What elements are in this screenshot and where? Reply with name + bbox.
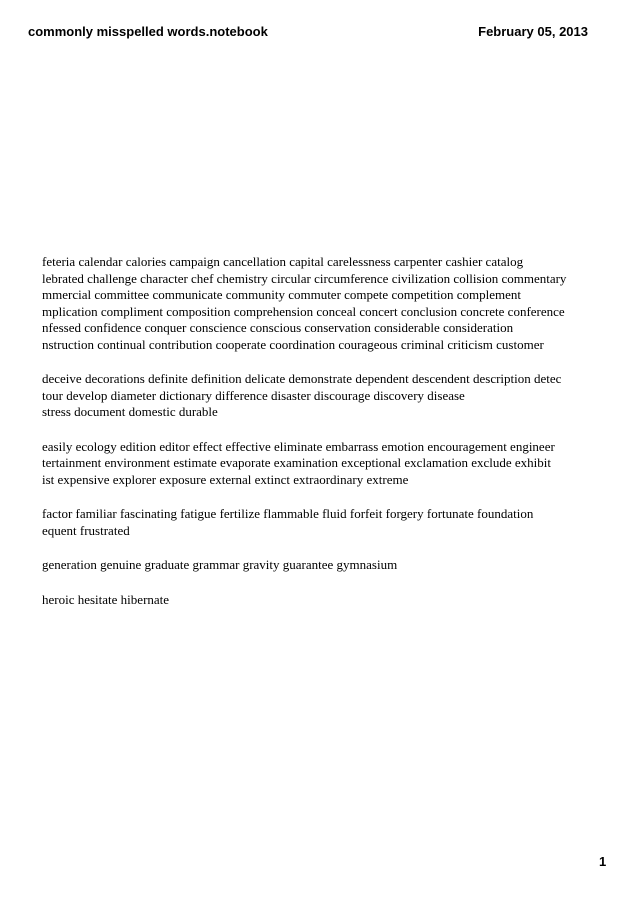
word-list (42, 254, 588, 626)
word-line: feteria calendar calories campaign cancellation capital carelessness carpenter cashier catalog (42, 254, 524, 269)
word-line: stress document domestic durable (42, 404, 218, 419)
word-group-g (42, 557, 588, 574)
word-group-e (42, 439, 588, 489)
word-group-f (42, 506, 588, 539)
word-line: generation genuine graduate grammar gravity guarantee gymnasium (42, 557, 398, 572)
page-number: 1 (599, 854, 607, 869)
word-line: lebrated challenge character chef chemistry circular circumference civilization collision commentary (42, 270, 567, 286)
word-line: mmercial committee communicate community commuter compete competition complement (42, 287, 522, 302)
word-line: ist expensive explorer exposure external extinct extraordinary extreme (42, 471, 409, 487)
word-line: mplication compliment composition comprehension conceal concert conclusion concrete conference (42, 303, 565, 319)
word-group-h (42, 592, 588, 609)
word-line: factor familiar fascinating fatigue fertilize flammable fluid forfeit forgery fortunate foundation (42, 506, 534, 521)
word-line: equent frustrated (42, 522, 130, 538)
word-line: tour develop diameter dictionary difference disaster discourage discovery disease (42, 387, 465, 403)
word-group-d (42, 371, 588, 421)
word-line: nstruction continual contribution cooperate coordination courageous criminal criticism customer (42, 336, 544, 352)
word-line: tertainment environment estimate evaporate examination exceptional exclamation exclude exhibit (42, 455, 551, 470)
document-title: commonly misspelled words.notebook (28, 24, 268, 39)
word-group-c (42, 254, 588, 353)
word-line: nfessed confidence conquer conscience conscious conservation considerable consideration (42, 320, 514, 335)
document-date: February 05, 2013 (478, 24, 588, 39)
word-line: deceive decorations definite definition delicate demonstrate dependent descendent description detec (42, 371, 562, 386)
word-line: heroic hesitate hibernate (42, 591, 170, 607)
word-line: easily ecology edition editor effect effective eliminate embarrass emotion encouragement engineer (42, 438, 555, 454)
